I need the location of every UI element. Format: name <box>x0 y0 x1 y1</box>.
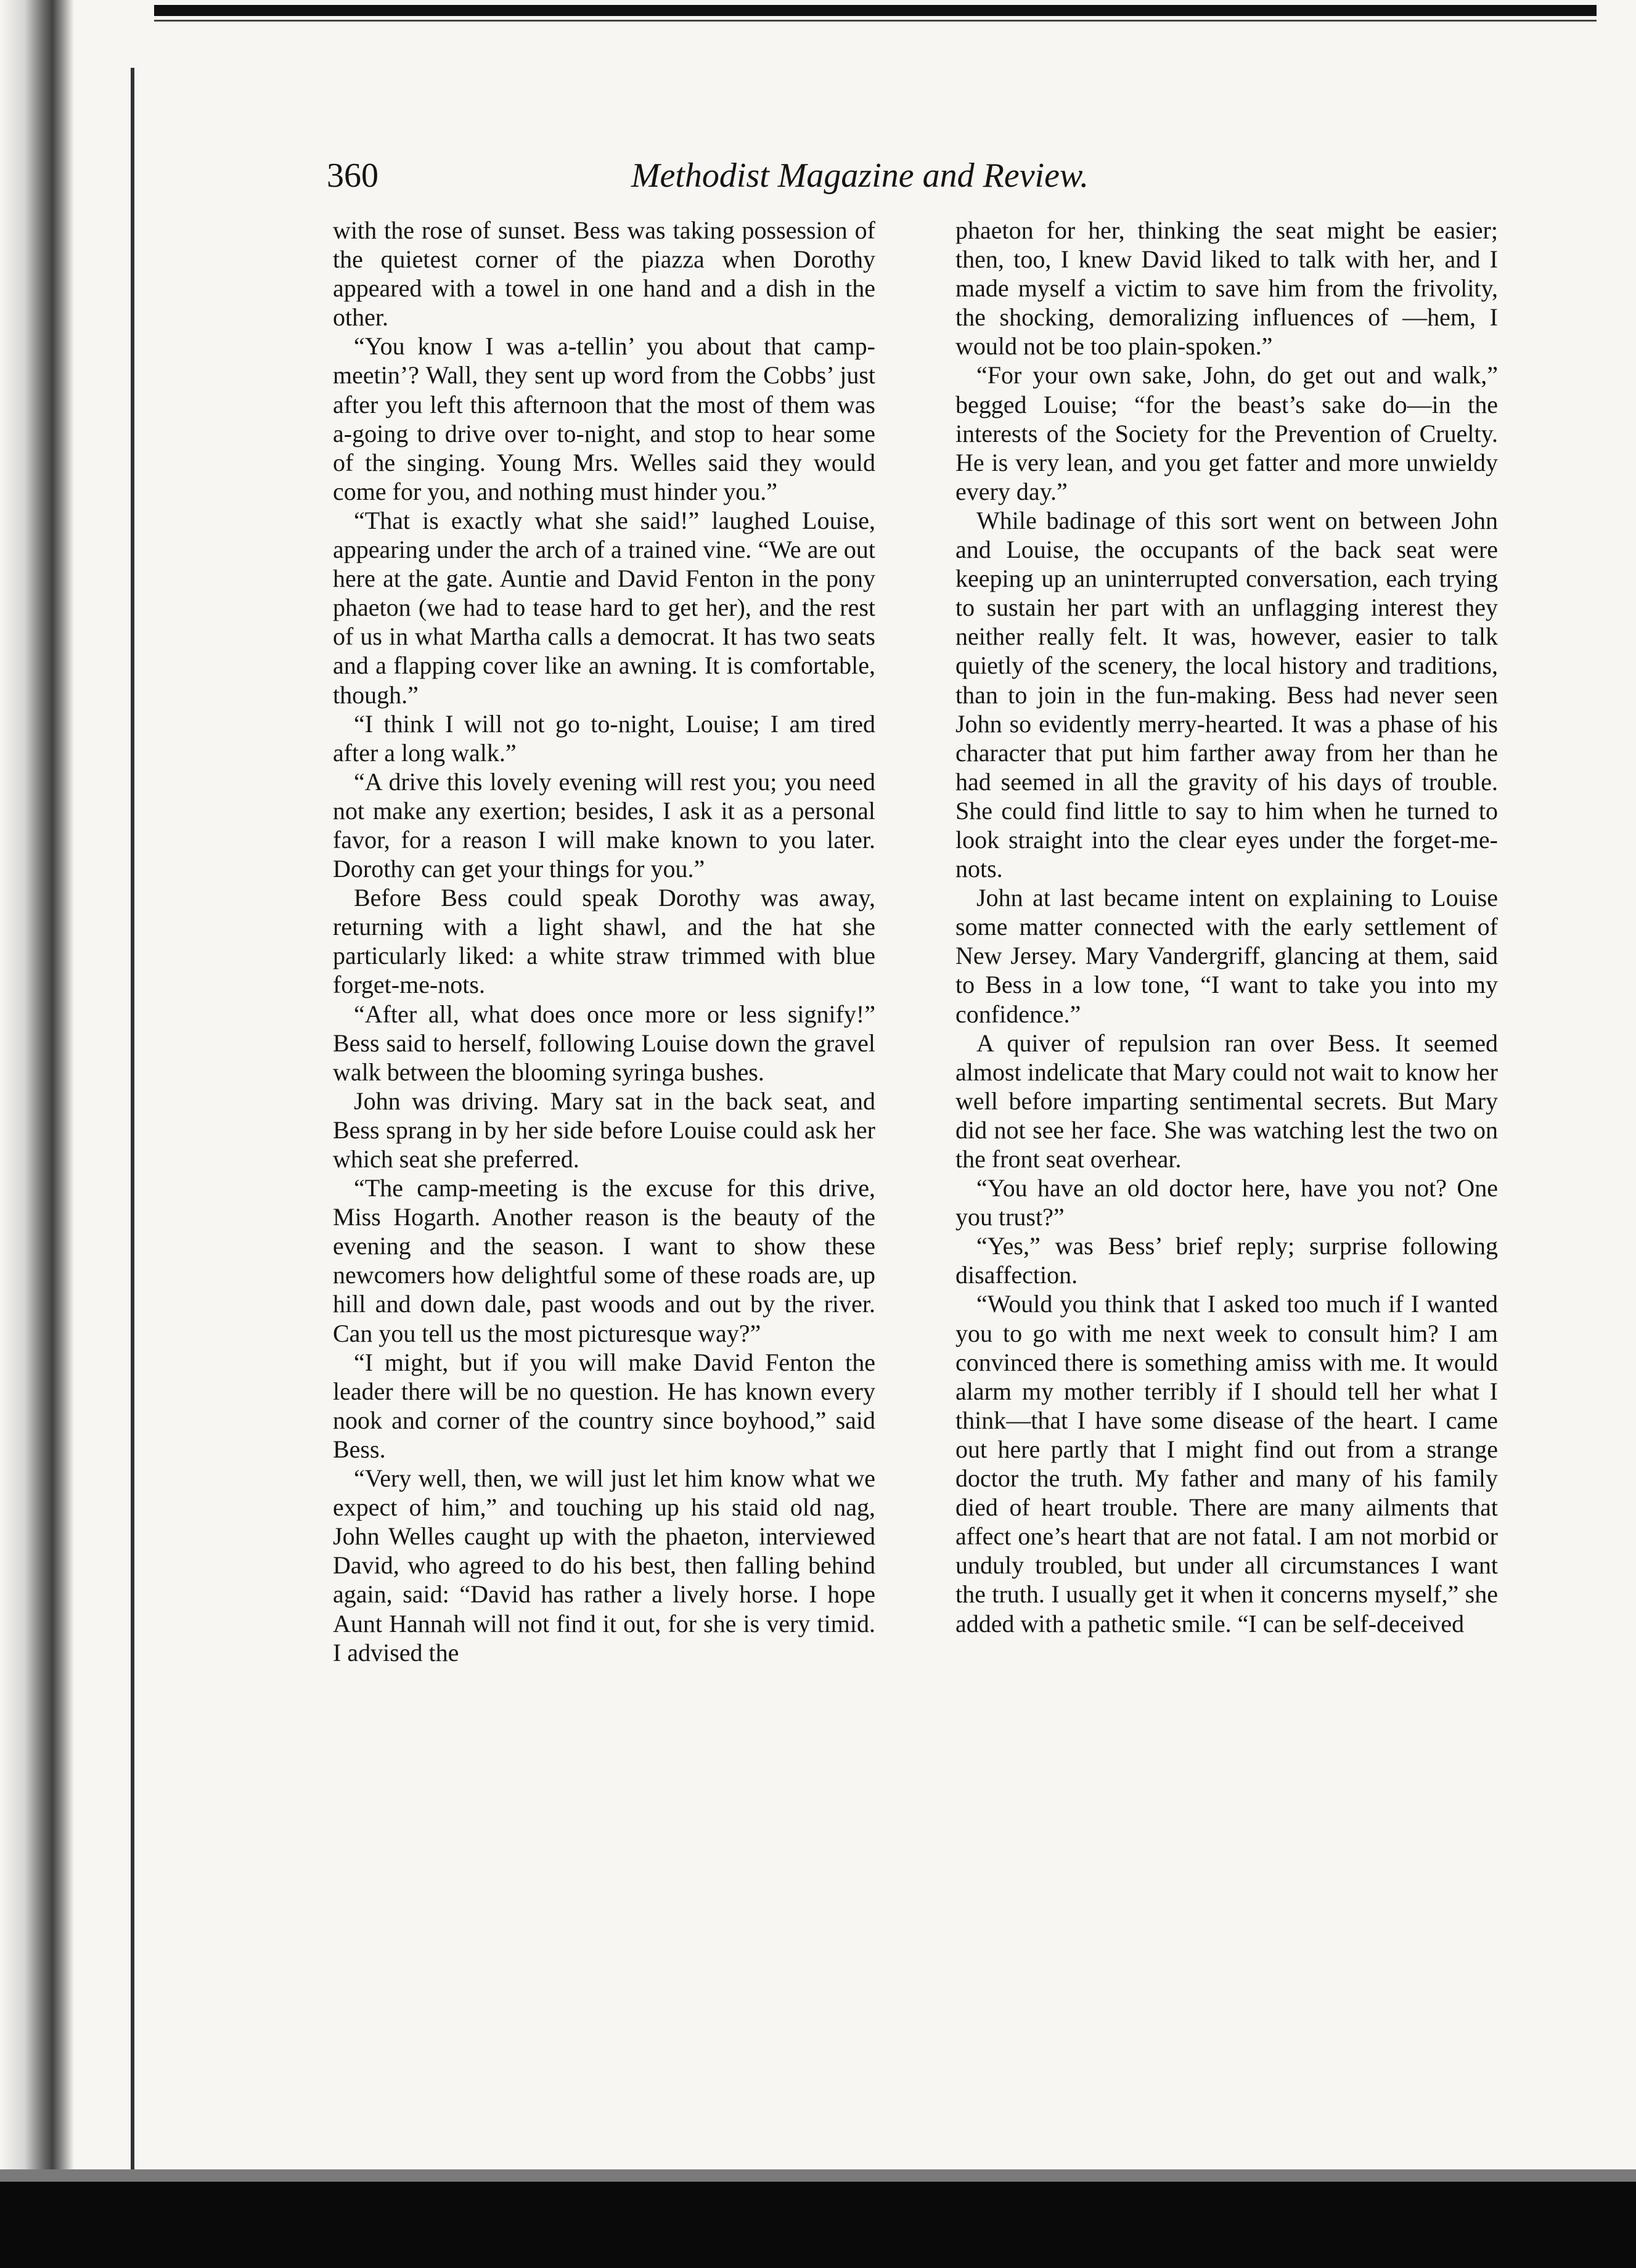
paragraph: “You have an old doctor here, have you not? One you trust?” <box>955 1174 1498 1231</box>
paragraph: “You know I was a-tellin’ you about that camp-meetin’? Wall, they sent up word from the Cobbs’ just after you left this afternoon that the most of them was a-going to drive over to-night, and stop to hear some of the singing. Young Mrs. Welles said they would come for you, and nothing must hinder you.” <box>333 332 875 505</box>
paragraph: phaeton for her, thinking the seat might be easier; then, too, I knew David liked to talk with her, and I made myself a victim to save him from the frivolity, the shocking, demoralizing influences of —hem, I would not be too plain-spoken.” <box>955 216 1498 361</box>
scan-bottom-shadow <box>0 2169 1636 2183</box>
paragraph: John at last became intent on explaining to Louise some matter connected with the early settlement of New Jersey. Mary Vandergriff, glancing at them, said to Bess in a low tone, “I want to take you into my confidence.” <box>955 884 1498 1028</box>
paragraph: “A drive this lovely evening will rest you; you need not make any exertion; besides, I ask it as a personal favor, for a reason I will make known to you later. Dorothy can get your things for you.” <box>333 767 875 883</box>
paragraph: John was driving. Mary sat in the back seat, and Bess sprang in by her side before Louise could ask her which seat she preferred. <box>333 1087 875 1173</box>
paragraph: “I think I will not go to-night, Louise; I am tired after a long walk.” <box>333 709 875 767</box>
scan-bottom-band <box>0 2182 1636 2268</box>
right-column <box>955 216 1498 2021</box>
scan-binding-gutter <box>0 0 74 2268</box>
paragraph: with the rose of sunset. Bess was taking possession of the quietest corner of the piazza when Dorothy appeared with a towel in one hand and a dish in the other. <box>333 216 875 332</box>
scan-page-edge <box>131 68 134 2213</box>
running-title: Methodist Magazine and Review. <box>631 157 1089 195</box>
paragraph: “I might, but if you will make David Fenton the leader there will be no question. He has known every nook and corner of the country since boyhood,” said Bess. <box>333 1348 875 1463</box>
paragraph: While badinage of this sort went on between John and Louise, the occupants of the back seat were keeping up an uninterrupted conversation, each trying to sustain her part with an unflagging interest they neither really felt. It was, however, easier to talk quietly of the scenery, the local history and traditions, than to join in the fun-making. Bess had never seen John so evidently merry-hearted. It was a phase of his character that put him farther away from her than he had seemed in all the gravity of his days of trouble. She could find little to say to him when he turned to look straight into the clear eyes under the forget-me-nots. <box>955 506 1498 883</box>
paragraph: “Yes,” was Bess’ brief reply; surprise following disaffection. <box>955 1232 1498 1289</box>
paragraph: Before Bess could speak Dorothy was away, returning with a light shawl, and the hat she particularly liked: a white straw trimmed with blue forget-me-nots. <box>333 884 875 999</box>
paragraph: “That is exactly what she said!” laughed Louise, appearing under the arch of a trained vine. “We are out here at the gate. Auntie and David Fenton in the pony phaeton (we had to tease hard to get her), and the rest of us in what Martha calls a democrat. It has two seats and a flapping cover like an awning. It is comfortable, though.” <box>333 506 875 709</box>
scan-top-rule <box>154 5 1597 16</box>
paragraph: A quiver of repulsion ran over Bess. It seemed almost indelicate that Mary could not wait to know her well before imparting sentimental secrets. But Mary did not see her face. She was watching lest the two on the front seat overhear. <box>955 1029 1498 1173</box>
page-header <box>327 148 1233 203</box>
paragraph: “For your own sake, John, do get out and walk,” begged Louise; “for the beast’s sake do—in the interests of the Society for the Prevention of Cruelty. He is very lean, and you get fatter and more unwieldy every day.” <box>955 361 1498 505</box>
left-column <box>333 216 875 2021</box>
page-number: 360 <box>327 157 378 195</box>
paragraph: “Would you think that I asked too much if I wanted you to go with me next week to consult him? I am convinced there is something amiss with me. It would alarm my mother terribly if I should tell her what I think—that I have some disease of the heart. I came out here partly that I might find out from a strange doctor the truth. My father and many of his family died of heart trouble. There are many ailments that affect one’s heart that are not fatal. I am not morbid or unduly troubled, but under all circumstances I want the truth. I usually get it when it concerns myself,” she added with a pathetic smile. “I can be self-deceived <box>955 1290 1498 1638</box>
scan-top-rule-thin <box>154 20 1597 22</box>
paragraph: “The camp-meeting is the excuse for this drive, Miss Hogarth. Another reason is the beauty of the evening and the season. I want to show these newcomers how delightful some of these roads are, up hill and down dale, past woods and out by the river. Can you tell us the most picturesque way?” <box>333 1174 875 1347</box>
paragraph: “Very well, then, we will just let him know what we expect of him,” and touching up his staid old nag, John Welles caught up with the phaeton, interviewed David, who agreed to do his best, then falling behind again, said: “David has rather a lively horse. I hope Aunt Hannah will not find it out, for she is very timid. I advised the <box>333 1464 875 1666</box>
paragraph: “After all, what does once more or less signify!” Bess said to herself, following Louise down the gravel walk between the blooming syringa bushes. <box>333 1000 875 1086</box>
